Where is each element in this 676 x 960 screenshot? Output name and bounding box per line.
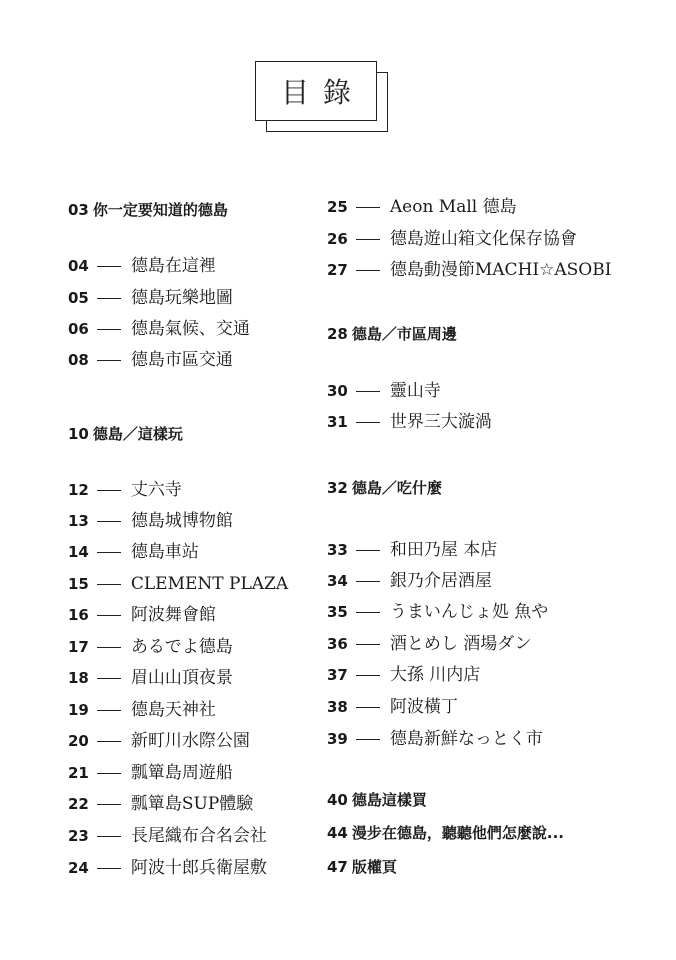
leader-dash xyxy=(356,707,380,708)
leader-dash xyxy=(356,612,380,613)
page-number: 38 xyxy=(327,698,348,716)
page-number: 36 xyxy=(327,635,348,653)
leader-dash xyxy=(97,678,121,679)
page-number: 44 xyxy=(327,824,348,842)
toc-entry xyxy=(327,379,441,403)
entry-label: 丈六寺 xyxy=(130,480,182,500)
page-number: 37 xyxy=(327,666,348,684)
page-number: 20 xyxy=(68,732,89,750)
section-title: 德島這樣買 xyxy=(351,791,427,809)
page-number: 19 xyxy=(68,701,89,719)
section-title: 德島／市區周邊 xyxy=(351,325,457,343)
leader-dash xyxy=(97,741,121,742)
section-title: 德島／吃什麼 xyxy=(351,479,442,497)
entry-label: 瓢簞島SUP體驗 xyxy=(130,794,254,814)
leader-dash xyxy=(356,644,380,645)
entry-label: 眉山山頂夜景 xyxy=(130,668,233,688)
page-number: 26 xyxy=(327,230,348,248)
section-title: 你一定要知道的德島 xyxy=(92,201,228,219)
page-number: 15 xyxy=(68,575,89,593)
entry-label: Aeon Mall 德島 xyxy=(389,197,517,217)
page-number: 21 xyxy=(68,764,89,782)
toc-entry xyxy=(68,540,199,564)
leader-dash xyxy=(97,298,121,299)
toc-entry xyxy=(68,761,233,785)
toc-entry xyxy=(68,792,253,816)
entry-label: 德島車站 xyxy=(130,542,199,562)
entry-label: 新町川水際公園 xyxy=(130,731,250,751)
toc-entry xyxy=(68,572,288,596)
toc-entry xyxy=(68,824,267,848)
toc-entry xyxy=(327,195,517,219)
leader-dash xyxy=(356,207,380,208)
entry-label: 阿波舞會館 xyxy=(130,605,216,625)
entry-label: 德島天神社 xyxy=(130,700,216,720)
page-number: 25 xyxy=(327,198,348,216)
leader-dash xyxy=(97,360,121,361)
page-number: 12 xyxy=(68,481,89,499)
entry-label: 靈山寺 xyxy=(389,381,441,401)
page-number: 27 xyxy=(327,261,348,279)
entry-label: 世界三大漩渦 xyxy=(389,412,492,432)
entry-label: 德島玩樂地圖 xyxy=(130,288,233,308)
entry-label: CLEMENT PLAZA xyxy=(130,574,289,594)
page-number: 18 xyxy=(68,669,89,687)
toc-section-heading xyxy=(327,788,427,812)
page-number: 23 xyxy=(68,827,89,845)
entry-label: 阿波橫丁 xyxy=(389,697,458,717)
toc-entry xyxy=(68,348,233,372)
toc-section-heading xyxy=(68,422,183,446)
leader-dash xyxy=(356,239,380,240)
page-number: 31 xyxy=(327,413,348,431)
leader-dash xyxy=(97,552,121,553)
page-title: 目錄 xyxy=(280,76,365,109)
section-title: 德島／這樣玩 xyxy=(92,425,183,443)
leader-dash xyxy=(356,550,380,551)
leader-dash xyxy=(356,391,380,392)
toc-entry xyxy=(68,509,233,533)
toc-entry xyxy=(68,698,216,722)
leader-dash xyxy=(97,615,121,616)
entry-label: 德島在這裡 xyxy=(130,256,216,276)
entry-label: 德島氣候、交通 xyxy=(130,319,250,339)
leader-dash xyxy=(356,270,380,271)
toc-entry xyxy=(327,410,492,434)
toc-entry xyxy=(68,666,233,690)
entry-label: 和田乃屋 本店 xyxy=(389,540,498,560)
entry-label: 德島新鮮なっとく市 xyxy=(389,729,543,749)
page-number: 40 xyxy=(327,791,348,809)
entry-label: 德島動漫節MACHI☆ASOBI xyxy=(389,260,612,280)
leader-dash xyxy=(97,584,121,585)
page-number: 30 xyxy=(327,382,348,400)
title-box xyxy=(255,61,377,121)
toc-entry xyxy=(327,663,480,687)
page-number: 10 xyxy=(68,425,89,443)
toc-entry xyxy=(327,258,611,282)
toc-entry xyxy=(327,538,497,562)
toc-section-heading xyxy=(327,855,397,879)
toc-entry xyxy=(68,729,250,753)
leader-dash xyxy=(356,675,380,676)
leader-dash xyxy=(97,836,121,837)
toc-section-heading xyxy=(327,821,564,845)
toc-entry xyxy=(327,227,577,251)
page-number: 35 xyxy=(327,603,348,621)
page-number: 22 xyxy=(68,795,89,813)
entry-label: 德島遊山箱文化保存協會 xyxy=(389,229,577,249)
leader-dash xyxy=(97,804,121,805)
toc-entry xyxy=(68,856,267,880)
leader-dash xyxy=(356,422,380,423)
page-number: 14 xyxy=(68,543,89,561)
entry-label: 酒とめし 酒場ダン xyxy=(389,634,532,654)
section-title: 版權頁 xyxy=(351,858,397,876)
page-number: 05 xyxy=(68,289,89,307)
toc-section-heading xyxy=(327,476,442,500)
leader-dash xyxy=(356,739,380,740)
page-number: 16 xyxy=(68,606,89,624)
entry-label: 阿波十郎兵衛屋敷 xyxy=(130,858,267,878)
page-number: 24 xyxy=(68,859,89,877)
leader-dash xyxy=(97,329,121,330)
toc-entry xyxy=(68,603,216,627)
toc-entry xyxy=(327,632,531,656)
leader-dash xyxy=(97,710,121,711)
entry-label: 銀乃介居酒屋 xyxy=(389,571,492,591)
entry-label: あるでよ德島 xyxy=(130,637,233,657)
page-number: 03 xyxy=(68,201,89,219)
toc-entry xyxy=(68,478,182,502)
entry-label: 瓢簞島周遊船 xyxy=(130,763,233,783)
leader-dash xyxy=(97,647,121,648)
toc-entry xyxy=(68,635,233,659)
page-number: 39 xyxy=(327,730,348,748)
page-number: 33 xyxy=(327,541,348,559)
leader-dash xyxy=(97,490,121,491)
page-number: 47 xyxy=(327,858,348,876)
leader-dash xyxy=(97,521,121,522)
entry-label: 大孫 川内店 xyxy=(389,665,481,685)
entry-label: 德島城博物館 xyxy=(130,511,233,531)
page-number: 34 xyxy=(327,572,348,590)
toc-entry xyxy=(327,727,543,751)
leader-dash xyxy=(97,773,121,774)
toc-entry xyxy=(68,286,233,310)
toc-entry xyxy=(327,569,492,593)
page-number: 32 xyxy=(327,479,348,497)
toc-entry xyxy=(68,254,216,278)
page-number: 06 xyxy=(68,320,89,338)
entry-label: 德島市區交通 xyxy=(130,350,233,370)
leader-dash xyxy=(97,266,121,267)
page-number: 28 xyxy=(327,325,348,343)
page-number: 04 xyxy=(68,257,89,275)
page-number: 08 xyxy=(68,351,89,369)
leader-dash xyxy=(356,581,380,582)
toc-entry xyxy=(68,317,250,341)
leader-dash xyxy=(97,868,121,869)
toc-section-heading xyxy=(327,322,457,346)
entry-label: うまいんじょ処 魚や xyxy=(389,602,549,622)
page-number: 13 xyxy=(68,512,89,530)
entry-label: 長尾織布合名会社 xyxy=(130,826,267,846)
toc-entry xyxy=(327,600,548,624)
page-number: 17 xyxy=(68,638,89,656)
toc-entry xyxy=(327,695,458,719)
section-title: 漫步在德島，聽聽他們怎麼說... xyxy=(351,824,564,842)
toc-section-heading xyxy=(68,198,228,222)
